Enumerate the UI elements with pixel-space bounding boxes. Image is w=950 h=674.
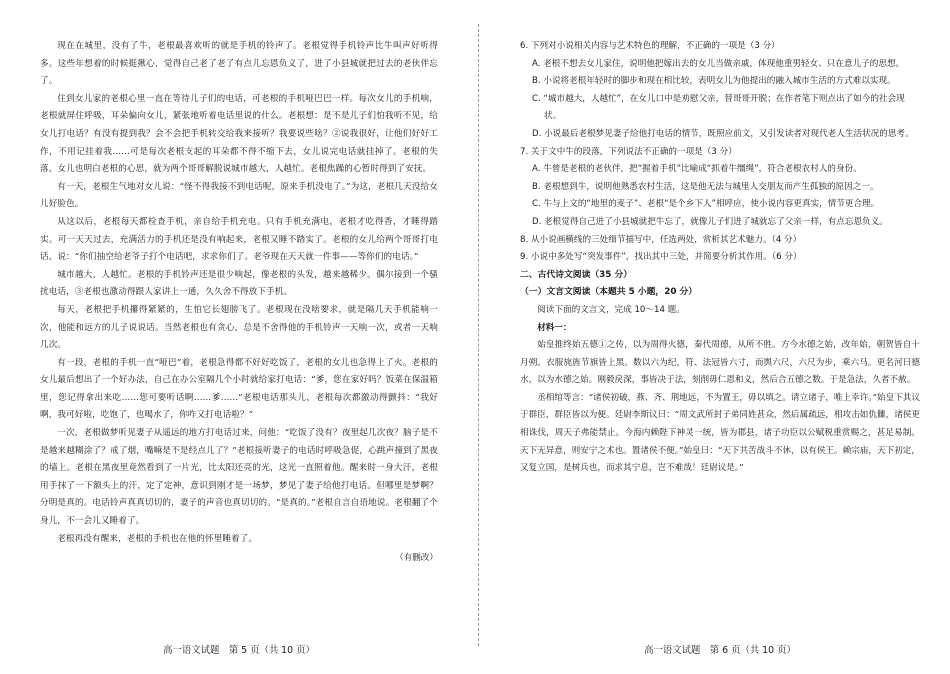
page-divider [478, 24, 479, 646]
classical-paragraph: 丞相绾等言：“诸侯初破，燕、齐、荆地远，不为置王，毋以填之。请立诸子，唯上幸许。”始皇下其议于群臣，群臣皆以为便。廷尉李斯议曰：“周文武所封子弟同姓甚众，然后属疏远，相攻击如仇雠，诸侯更相诛伐，周天子弗能禁止。今海内赖陛下神灵一统，皆为郡县，诸子功臣以公赋税重赏赐之，甚足易制。天下无异意，则安宁之术也。置诸侯不便。”始皇曰：“天下共苦战斗不休，以有侯王。赖宗庙，天下初定，又复立国，是树兵也，而求其宁息，岂不难哉！廷尉议是。” [520, 392, 920, 474]
source-note: （有删改） [395, 553, 438, 564]
question-6-option-d: D. 小说最后老根梦见妻子给他打电话的情节，既照应前文，又引发读者对现代老人生活状况的思考。 [532, 128, 914, 139]
question-6-stem: 6. 下列对小说相关内容与艺术特色的理解，不正确的一项是（3 分） [520, 41, 780, 51]
question-6-option-c: C. “城市越大，人越忙”，在女儿口中是劝慰父亲，替哥哥开脱；在作者笔下则点出了如今的社会现状。 [532, 93, 905, 122]
page-footer-left: 高一语文试题 第 5 页（共 10 页） [163, 645, 315, 656]
subsection-heading: （一）文言文阅读（本题共 5 小题，20 分） [520, 287, 698, 298]
question-8: 8. 从小说画横线的三处细节描写中，任选两处，赏析其艺术魅力。（4 分） [520, 234, 802, 245]
question-9: 9. 小说中多处写“突发事件”，找出其中三处，并简要分析其作用。（6 分） [520, 252, 802, 263]
page-footer-right: 高一语文试题 第 6 页（共 10 页） [644, 645, 796, 656]
question-7-option-d: D. 老根觉得自己进了小县城就把牛忘了，就像儿子们进了城就忘了父亲一样，有点忘恩负义。 [532, 216, 888, 227]
classical-paragraph: 始皇推终始五德①之传，以为周得火德，秦代周德，从所不胜。方今水德之始，改年始，朝贺皆自十月朔。衣服旄旌节旗皆上黑。数以六为纪，符、法冠皆六寸，而舆六尺，六尺为步，乘六马。更名河曰德水，以为水德之始。刚毅戾深，事皆决于法，刻削毋仁恩和义，然后合五德之数。于是急法，久者不赦。 [520, 340, 920, 386]
question-6-option-b: B. 小说将老根年轻时的脚步和现在相比较，表明女儿为他提出的融入城市生活的方式难以实现。 [532, 76, 896, 87]
story-paragraph: 有一段，老根的手机一直“哑巴”着，老根急得都不好好吃饭了，老根的女儿也急得上了火。老根的女儿最后想出了一个好办法，自己在办公室隔几个小时就给家打电话：“爹，您在家好吗？饭菜在保温箱里，您记得拿出来吃……您可要听话啊……爹……”老根电话那头儿，老根每次都激动得颤抖：“我好啊，我可好啦，吃饱了，也喝水了，你咋又打电话啦？” [40, 357, 438, 421]
story-paragraph: 现在在城里，没有了牛，老根最喜欢听的就是手机的铃声了。老根觉得手机铃声比牛叫声好听得多。这些年想着的时候挺揪心，觉得自己老了老了有点儿忘恩负义了，进了小县城就把过去的老伙伴忘了。 [40, 41, 438, 87]
story-paragraph: 城市越大，人越忙。老根的手机铃声还是很少响起，像老根的头发，越来越稀少。偶尔接到一个骚扰电话，③老根也激动得跟人家讲上一通，久久舍不得放下手机。 [40, 269, 438, 298]
question-7-stem: 7. 关于文中牛的段落，下列说法不正确的一项是（3 分） [520, 146, 737, 157]
question-7-option-c: C. 牛与上文的“地里的麦子”、老根“是个乡下人”相呼应，使小说内容更真实，情节更合理。 [532, 199, 880, 210]
left-page [40, 0, 438, 674]
right-page [520, 0, 920, 674]
question-6-option-a: A. 老根不想去女儿家住，说明他把嫁出去的女儿当做亲戚，体现他重男轻女、只在意儿子的思想。 [532, 58, 905, 69]
question-7-option-b: B. 老根想到牛，说明他熟悉农村生活，这是他无法与城里人交朋友而产生孤独的原因之一。 [532, 181, 879, 192]
right-questions [520, 38, 920, 478]
question-7-option-a: A. 牛曾是老根的老伙伴，把“握着手机”比喻成“抓着牛缰绳”，符合老根农村人的身份。 [532, 164, 862, 175]
story-paragraph: 从这以后，老根每天都检查手机，亲自给手机充电。只有手机充满电，老根才吃得香，才睡得踏实。可一天天过去，充满活力的手机还是没有响起来，老根又睡不踏实了。老根的女儿给两个哥哥打电话，说：“你们抽空给老爷子打个电话吧，求求你们了。老爷现在天天就一件事——等你们的电话。” [40, 216, 438, 263]
left-story-text [40, 38, 438, 568]
story-paragraph: 老根再没有醒来，老根的手机也在他的怀里睡着了。 [57, 533, 258, 544]
story-paragraph: 有一天，老根生气地对女儿说：“怪不得我接不到电话呢，原来手机没电了。”为这，老根几天没给女儿好脸色。 [40, 181, 438, 210]
material-label: 材料一： [537, 322, 572, 333]
story-paragraph: 一次，老根做梦听见妻子从遥远的地方打电话过来，问他：“吃饭了没有？夜里起几次夜？脑子是不是越来越糊涂了？戒了烟，嘴嘛是不是经点儿了？”老根接听妻子的电话时呼吸急促，心跳声撞到了黑夜的墙上。老根在黑夜里竟然看到了一片光，比太阳还亮的光，这光一直照着他。醒来时一身大汗，老根用手抹了一下额头上的汗，定了定神，意识到刚才是一场梦，梦见了妻子给他打电话。但哪里是梦啊？分明是真的。电话铃声真真切切的，妻子的声音也真切切的。“是真的。”老根自言自语地说。老根翻了个身儿，不一会儿又睡着了。 [40, 428, 438, 527]
story-paragraph: 住到女儿家的老根心里一直在等待儿子们的电话，可老根的手机哑巴巴一样。每次女儿的手机响，老根就屏住呼吸，耳朵偏向女儿，紧张地听着电话里说的什么。老根想：是不是儿子们怕我听不见，给女儿打电话？有没有提到我？会不会把手机转交给我来接听？我要说些啥？②说我很好，让他们好好工作，不用记挂着我……可是每次老根支起的耳朵都不得不缩下去，女儿说完电话就挂掉了。老根的失落，女儿也明白老根的心思，就为两个哥哥解脱说城市越大，人越忙。老根焦躁的心暂时得到了安抚。 [40, 93, 438, 175]
reading-instruction: 阅读下面的文言文，完成 10～14 题。 [537, 304, 685, 315]
section-heading: 二、古代诗文阅读（35 分） [520, 269, 633, 280]
story-paragraph: 每天，老根把手机攥得紧紧的，生怕它长翅膀飞了。老根现在没啥要求，就是隔几天手机能响一次，他能和远方的儿子说说话。当然老根也有贪心，总是不舍得他的手机铃声一天响一次，或者一天响几次。 [40, 304, 438, 351]
